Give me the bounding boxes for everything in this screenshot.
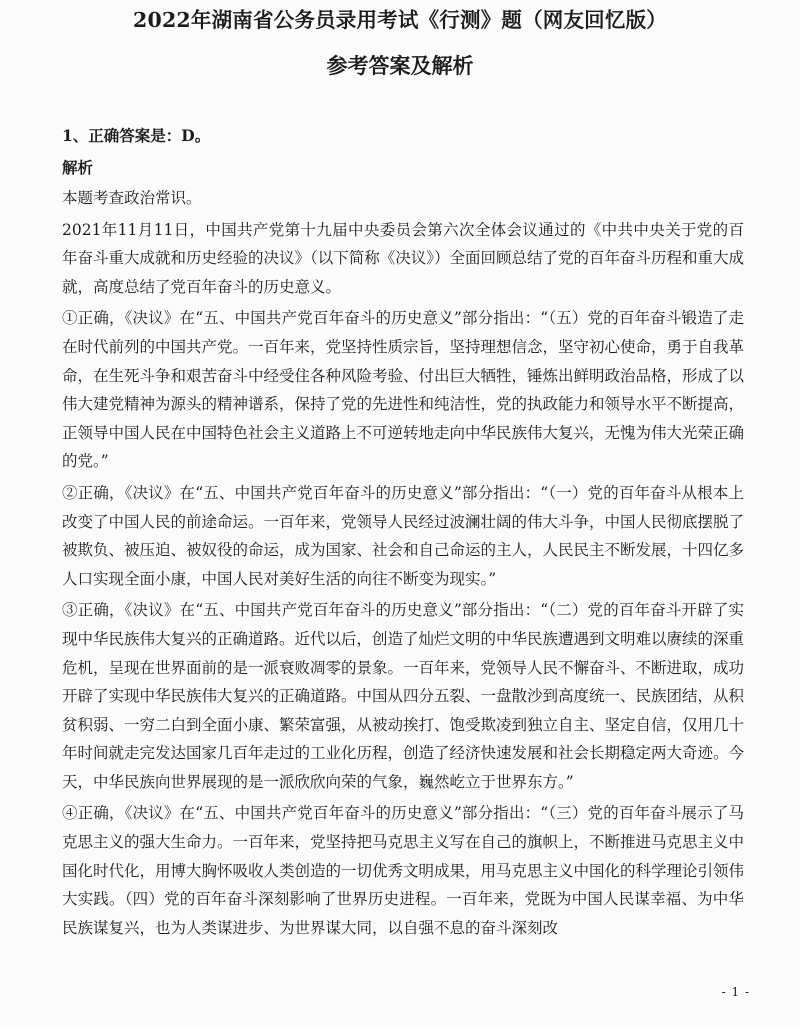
- document-header: [0, 6, 800, 80]
- document-subtitle: 参考答案及解析: [326, 53, 474, 78]
- paragraph-background: 2021年11月11日，中国共产党第十九届中央委员会第六次全体会议通过的《中共中央关于党的百年奋斗重大成就和历史经验的决议》（以下简称《决议》）全面回顾总结了党的百年奋斗历程和重大成就，高度总结了党百年奋斗的历史意义。: [62, 220, 745, 296]
- paragraph-option-4: ④正确，《决议》在“五、中国共产党百年奋斗的历史意义”部分指出：“（三）党的百年奋斗展示了马克思主义的强大生命力。一百年来，党坚持把马克思主义写在自己的旗帜上，不断推进马克思主义中国化时代化，用博大胸怀吸收人类创造的一切优秀文明成果，用马克思主义中国化的科学理论引领伟大实践。（四）党的百年奋斗深刻影响了世界历史进程。一百年来，党既为中国人民谋幸福、为中华民族谋复兴，也为人类谋进步、为世界谋大同，以自强不息的奋斗深刻改: [62, 804, 745, 937]
- analysis-heading: 解析: [62, 158, 94, 177]
- page-number: - 1 -: [721, 985, 750, 999]
- answer-line: 1、正确答案是：D。: [62, 126, 211, 145]
- paragraph-option-3: ③正确，《决议》在“五、中国共产党百年奋斗的历史意义”部分指出：“（二）党的百年奋斗开辟了实现中华民族伟大复兴的正确道路。近代以后，创造了灿烂文明的中华民族遭遇到文明难以赓续的深重危机，呈现在世界面前的是一派衰败凋零的景象。一百年来，党领导人民不懈奋斗、不断进取，成功开辟了实现中华民族伟大复兴的正确道路。中国从四分五裂、一盘散沙到高度统一、民族团结，从积贫积弱、一穷二白到全面小康、繁荣富强，从被动挨打、饱受欺凌到独立自主、坚定自信，仅用几十年时间就走完发达国家几百年走过的工业化历程，创造了经济快速发展和社会长期稳定两大奇迹。今天，中华民族向世界展现的是一派欣欣向荣的气象，巍然屹立于世界东方。”: [62, 601, 745, 791]
- document-body: [62, 120, 744, 942]
- paragraph-intro: 本题考查政治常识。: [62, 189, 202, 207]
- paragraph-option-1: ①正确，《决议》在“五、中国共产党百年奋斗的历史意义”部分指出：“（五）党的百年奋斗锻造了走在时代前列的中国共产党。一百年来，党坚持性质宗旨，坚持理想信念，坚守初心使命，勇于自我革命，在生死斗争和艰苦奋斗中经受住各种风险考验、付出巨大牺牲，锤炼出鲜明政治品格，形成了以伟大建党精神为源头的精神谱系，保持了党的先进性和纯洁性，党的执政能力和领导水平不断提高，正领导中国人民在中国特色社会主义道路上不可逆转地走向中华民族伟大复兴，无愧为伟大光荣正确的党。”: [62, 309, 745, 471]
- paragraph-option-2: ②正确，《决议》在“五、中国共产党百年奋斗的历史意义”部分指出：“（一）党的百年奋斗从根本上改变了中国人民的前途命运。一百年来，党领导人民经过波澜壮阔的伟大斗争，中国人民彻底摆脱了被欺负、被压迫、被奴役的命运，成为国家、社会和自己命运的主人，人民民主不断发展，十四亿多人口实现全面小康，中国人民对美好生活的向往不断变为现实。”: [62, 483, 745, 588]
- document-title: 2022年湖南省公务员录用考试《行测》题（网友回忆版）: [133, 8, 667, 32]
